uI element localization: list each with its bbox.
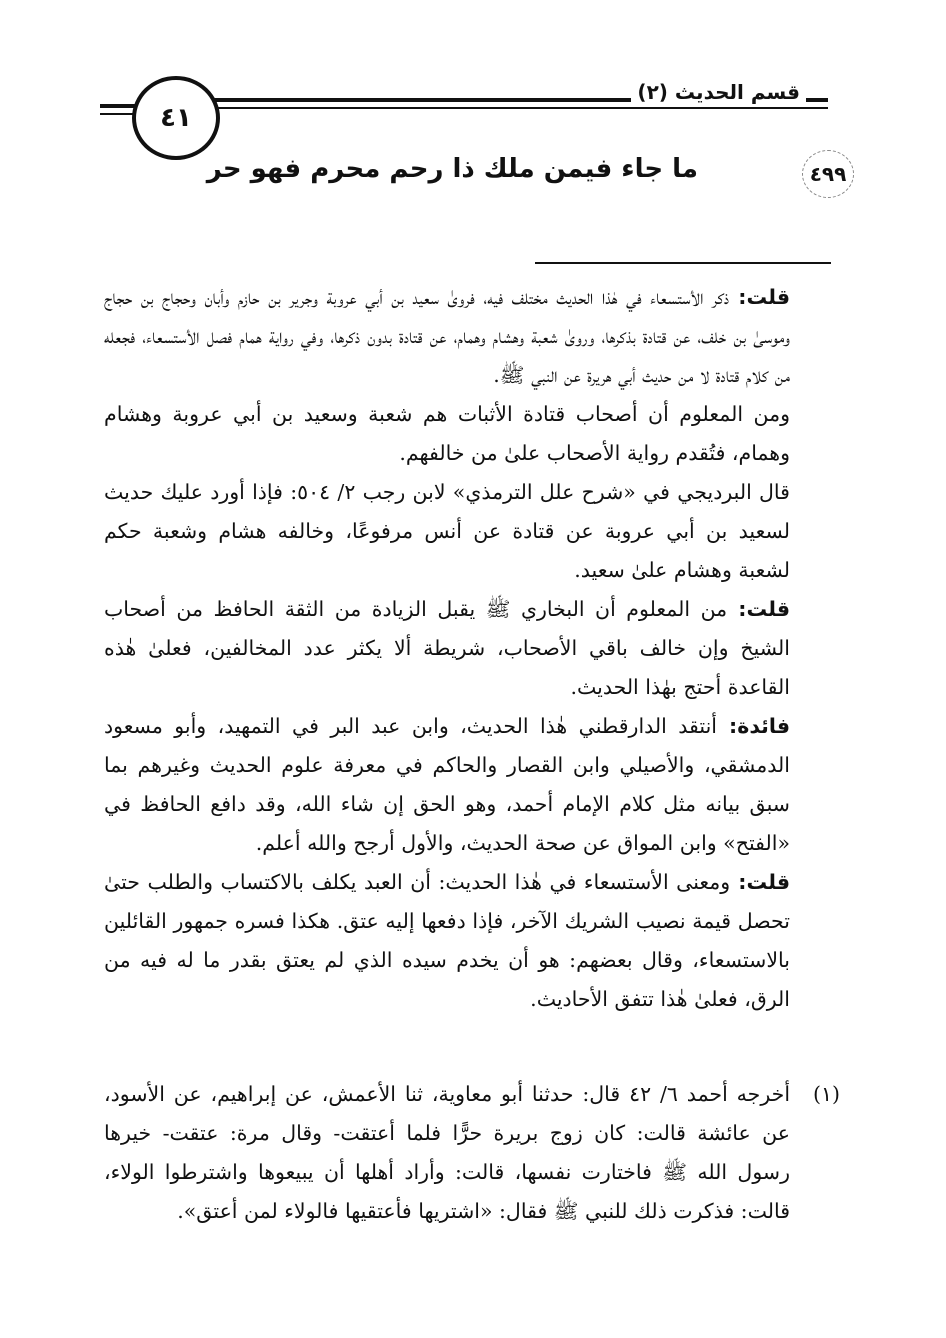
paragraph-lead: قلت: bbox=[727, 597, 790, 621]
paragraph-text: قال البرديجي في «شرح علل الترمذي» لابن رجب ٢/ ٥٠٤: فإذا أورد عليك حديث لسعيد بن أبي عروبة عن قتادة عن أنس مرفوعًا، وخالفه هشام وشعبة حكم لشعبة وهشام علىٰ سعيد. bbox=[104, 480, 790, 582]
paragraph-lead: قلت: bbox=[730, 870, 790, 894]
chapter-heading bbox=[0, 150, 946, 200]
paragraph-text: ذكر الأستسعاء في هٰذا الحديث مختلف فيه، فرویٰ سعيد بن أبي عروبة وجرير بن حازم وأبان وحجاج بن حجاج وموسىٰ بن خلف، عن قتادة بذكرها، ورویٰ شعبة وهشام وهمام، عن قتادة بدون ذكرها، وفي رواية همام فصل الأستسعاء، فجعله من كلام قتادة لا من حديث أبي هريرة عن النبي ﷺ. bbox=[104, 285, 790, 387]
section-divider bbox=[535, 262, 831, 264]
paragraph bbox=[104, 473, 790, 590]
page-header bbox=[0, 60, 946, 160]
paragraph-text: أنتقد الدارقطني هٰذا الحديث، وابن عبد البر في التمهيد، وأبو مسعود الدمشقي، والأصيلي وابن القصار والحاكم في معرفة علوم الحديث وغيرهم بما سبق بيانه مثل كلام الإمام أحمد، وهو الحق إن شاء الله، وقد دافع الحافظ في «الفتح» وابن المواق عن صحة الحديث، والأول أرجح والله أعلم. bbox=[104, 714, 790, 855]
paragraph-text: ومعنى الأستسعاء في هٰذا الحديث: أن العبد يكلف بالاكتساب والطلب حتىٰ تحصل قيمة نصيب الشريك الآخر، فإذا دفعها إليه عتق. هكذا فسره جمهور القائلين بالاستسعاء، وقال بعضهم: هو أن يخدم سيده الذي لم يعتق بقدر ما له فيه من الرق، فعلىٰ هٰذا تتفق الأحاديث. bbox=[104, 870, 790, 1011]
page-number: ٤١ bbox=[132, 76, 220, 160]
paragraph-lead: فائدة: bbox=[716, 714, 790, 738]
paragraph bbox=[104, 863, 790, 1019]
chapter-number-badge: ٤٩٩ bbox=[802, 150, 854, 198]
paragraph-lead: قلت: bbox=[729, 285, 790, 309]
footnote-marker: (١) bbox=[812, 1082, 840, 1106]
paragraph bbox=[104, 278, 790, 395]
paragraph bbox=[104, 590, 790, 707]
paragraph-text: ومن المعلوم أن أصحاب قتادة الأثبات هم شعبة وسعيد بن أبي عروبة وهشام وهمام، فتُقدم رواية الأصحاب علىٰ من خالفهم. bbox=[104, 402, 790, 465]
header-rule-right-thin bbox=[214, 107, 828, 109]
paragraph-text: من المعلوم أن البخاري ﷺ يقبل الزيادة من الثقة الحافظ من أصحاب الشيخ وإن خالف باقي الأصحاب، شريطة ألا يكثر عدد المخالفين، فعلىٰ هٰذه القاعدة أحتج بهٰذا الحديث. bbox=[104, 597, 790, 699]
running-title: قسم الحديث (٢) bbox=[631, 80, 806, 104]
chapter-title: ما جاء فيمن ملك ذا رحم محرم فهو حر bbox=[206, 154, 698, 184]
footnote-text: أخرجه أحمد ٦/ ٤٢ قال: حدثنا أبو معاوية، ثنا الأعمش، عن إبراهيم، عن الأسود، عن عائشة قالت: كان زوج بريرة حرًّا فلما أعتقت- وقال مرة: عتقت- خيرها رسول الله ﷺ فاختارت نفسها، قالت: وأراد أهلها أن يبيعوها واشترطوا الولاء، قالت: فذكرت ذلك للنبي ﷺ فقال: «اشتريها فأعتقيها فالولاء لمن أعتق». bbox=[104, 1082, 791, 1223]
paragraph bbox=[104, 395, 790, 473]
main-text bbox=[104, 278, 790, 1019]
paragraph bbox=[104, 707, 790, 863]
